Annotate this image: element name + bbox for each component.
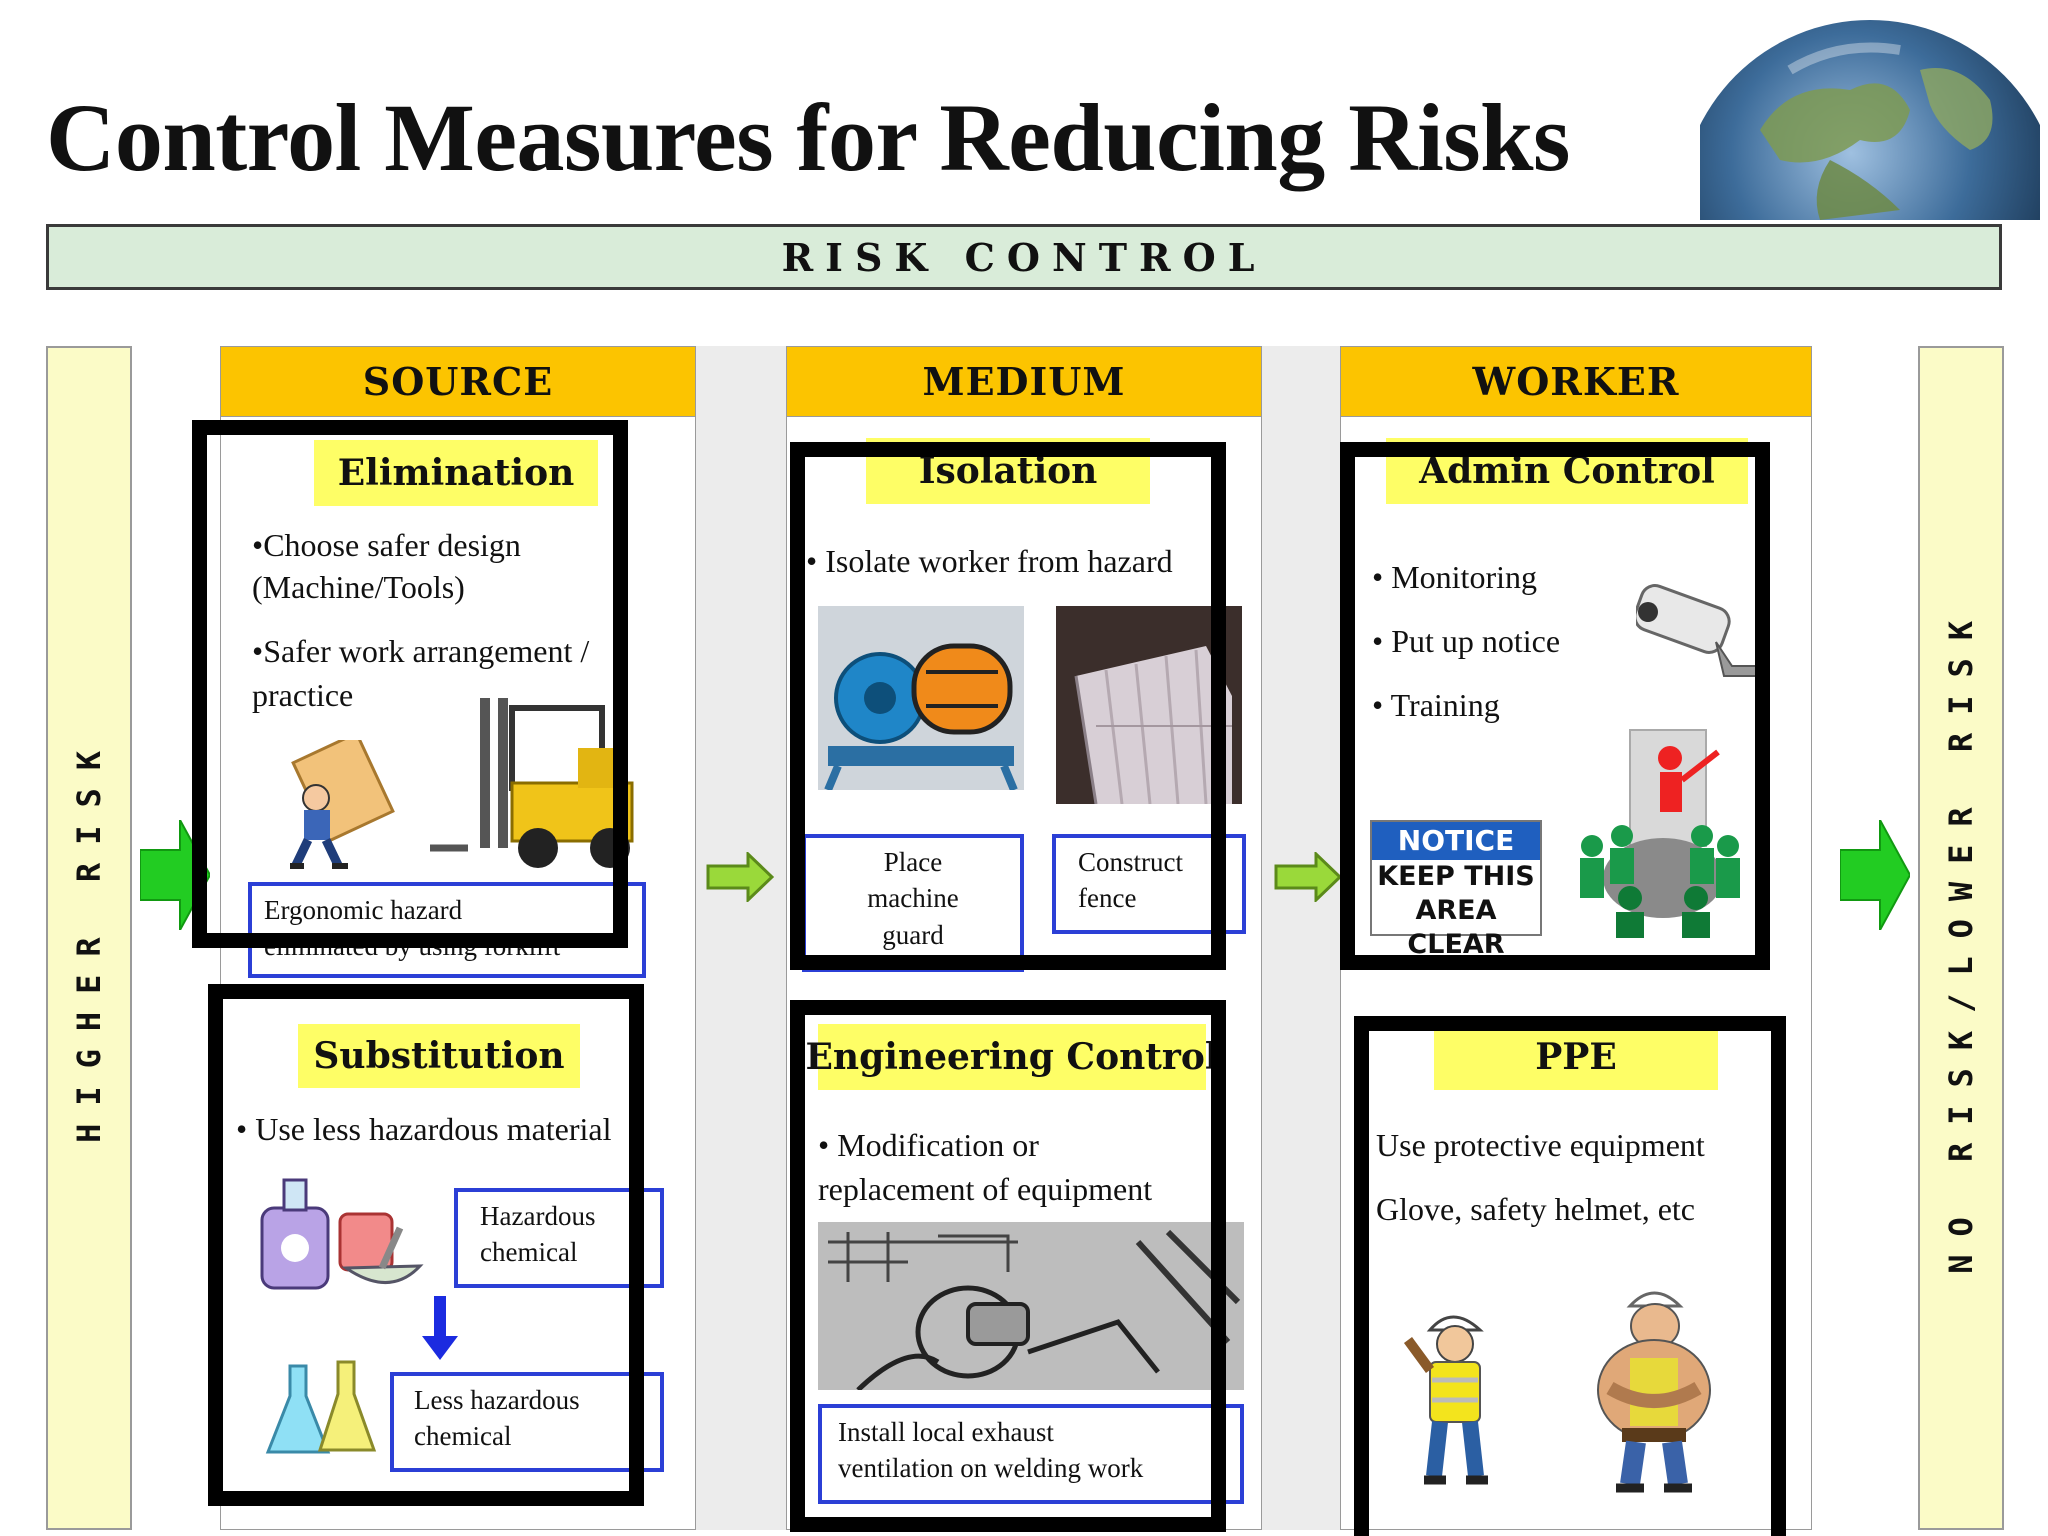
hazardous-chemical-line-1: Hazardous	[480, 1201, 596, 1231]
elimination-highlight-frame	[192, 420, 628, 948]
elimination-bullet-2a: •Safer work arrangement /	[252, 633, 590, 669]
elimination-label: Elimination	[314, 440, 598, 506]
medium-header: MEDIUM	[787, 347, 1261, 417]
notice-sign-line-1: KEEP THIS	[1377, 861, 1535, 892]
engineering-bullet-line-1: • Modification or	[818, 1127, 1039, 1163]
elimination-note-line-2: eliminated by using forklift	[264, 931, 561, 962]
elimination-note-line-1: Ergonomic hazard	[264, 895, 463, 925]
higher-risk-label: HIGHER RISK	[70, 733, 108, 1143]
lower-risk-label: NO RISK/LOWER RISK	[1942, 602, 1980, 1274]
higher-risk-bar	[46, 346, 132, 1530]
page-title: Control Measures for Reducing Risks	[46, 84, 1570, 191]
isolation-label: Isolation	[866, 438, 1150, 504]
engineering-control-label: Engineering Control	[818, 1024, 1206, 1090]
substitution-label: Substitution	[298, 1024, 580, 1088]
banner-text: RISK CONTROL	[781, 234, 1267, 280]
right-arrow-icon	[706, 852, 774, 907]
engineering-note-line-2: ventilation on welding work	[838, 1453, 1144, 1484]
substitution-highlight-frame	[208, 984, 644, 1506]
machine-guard-line-1: Place	[883, 847, 943, 877]
admin-highlight-frame	[1340, 442, 1770, 970]
admin-bullet-notice: • Put up notice	[1372, 623, 1561, 659]
right-arrow-icon	[1840, 820, 1910, 935]
isolation-highlight-frame	[790, 442, 1226, 970]
admin-bullet-monitoring: • Monitoring	[1372, 559, 1537, 595]
engineering-bullet-line-2: replacement of equipment	[818, 1171, 1153, 1207]
lower-risk-bar	[1918, 346, 2004, 1530]
right-arrow-icon	[1274, 852, 1342, 907]
ppe-highlight-frame	[1354, 1016, 1786, 1536]
elimination-bullet-2b: practice	[252, 677, 354, 713]
admin-bullet-training: • Training	[1372, 687, 1500, 723]
isolation-bullet: • Isolate worker from hazard	[806, 543, 1173, 579]
elimination-bullet-1b: (Machine/Tools)	[252, 569, 465, 605]
ppe-line-2: Glove, safety helmet, etc	[1376, 1191, 1695, 1227]
machine-guard-line-2: machine	[867, 883, 959, 914]
notice-sign-header: NOTICE	[1372, 822, 1540, 860]
construct-fence-line-2: fence	[1078, 883, 1137, 914]
engineering-note-line-1: Install local exhaust	[838, 1417, 1054, 1447]
elimination-bullet-1a: •Choose safer design	[252, 527, 521, 563]
worker-header: WORKER	[1341, 347, 1811, 417]
notice-sign-line-2: AREA CLEAR	[1407, 895, 1505, 960]
substitution-bullet: • Use less hazardous material	[236, 1111, 612, 1147]
machine-guard-line-3: guard	[882, 919, 944, 950]
construct-fence-line-1: Construct	[1078, 847, 1183, 877]
source-header: SOURCE	[221, 347, 695, 417]
risk-control-banner	[46, 224, 2002, 290]
hazardous-chemical-line-2: chemical	[480, 1237, 578, 1268]
less-hazardous-line-1: Less hazardous	[414, 1385, 580, 1415]
less-hazardous-line-2: chemical	[414, 1421, 512, 1452]
engineering-highlight-frame	[790, 1000, 1226, 1532]
globe-icon	[1700, 10, 2040, 220]
column-gap	[692, 346, 786, 1530]
column-gap	[1262, 346, 1340, 1530]
admin-control-label: Admin Control	[1386, 438, 1748, 504]
ppe-line-1: Use protective equipment	[1376, 1127, 1705, 1163]
ppe-label: PPE	[1434, 1024, 1718, 1090]
